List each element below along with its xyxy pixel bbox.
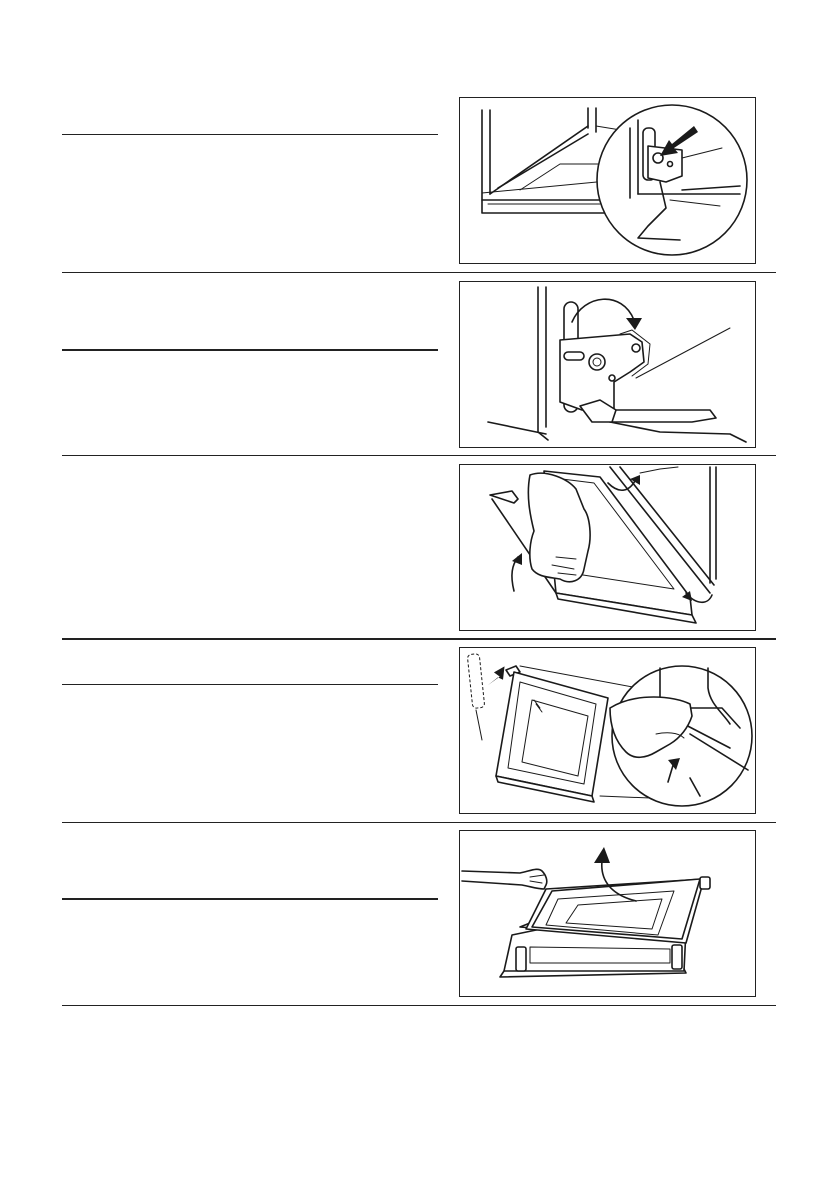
step-4-text-rule <box>62 684 438 685</box>
step-1-text-rule <box>62 134 438 135</box>
step-3-divider <box>62 638 776 640</box>
hinge-lever-detail-illustration <box>459 97 756 264</box>
door-lift-illustration <box>459 464 756 631</box>
door-glass-release-illustration <box>459 647 756 814</box>
glass-panel-remove-illustration <box>459 830 756 997</box>
step-2-divider <box>62 455 776 456</box>
step-5-divider <box>62 1005 776 1006</box>
step-5-text-rule <box>62 898 438 900</box>
hinge-lever-rotate-illustration <box>459 281 756 448</box>
step-2-text-rule <box>62 349 438 351</box>
step-1-divider <box>62 272 776 273</box>
step-4-divider <box>62 822 776 823</box>
